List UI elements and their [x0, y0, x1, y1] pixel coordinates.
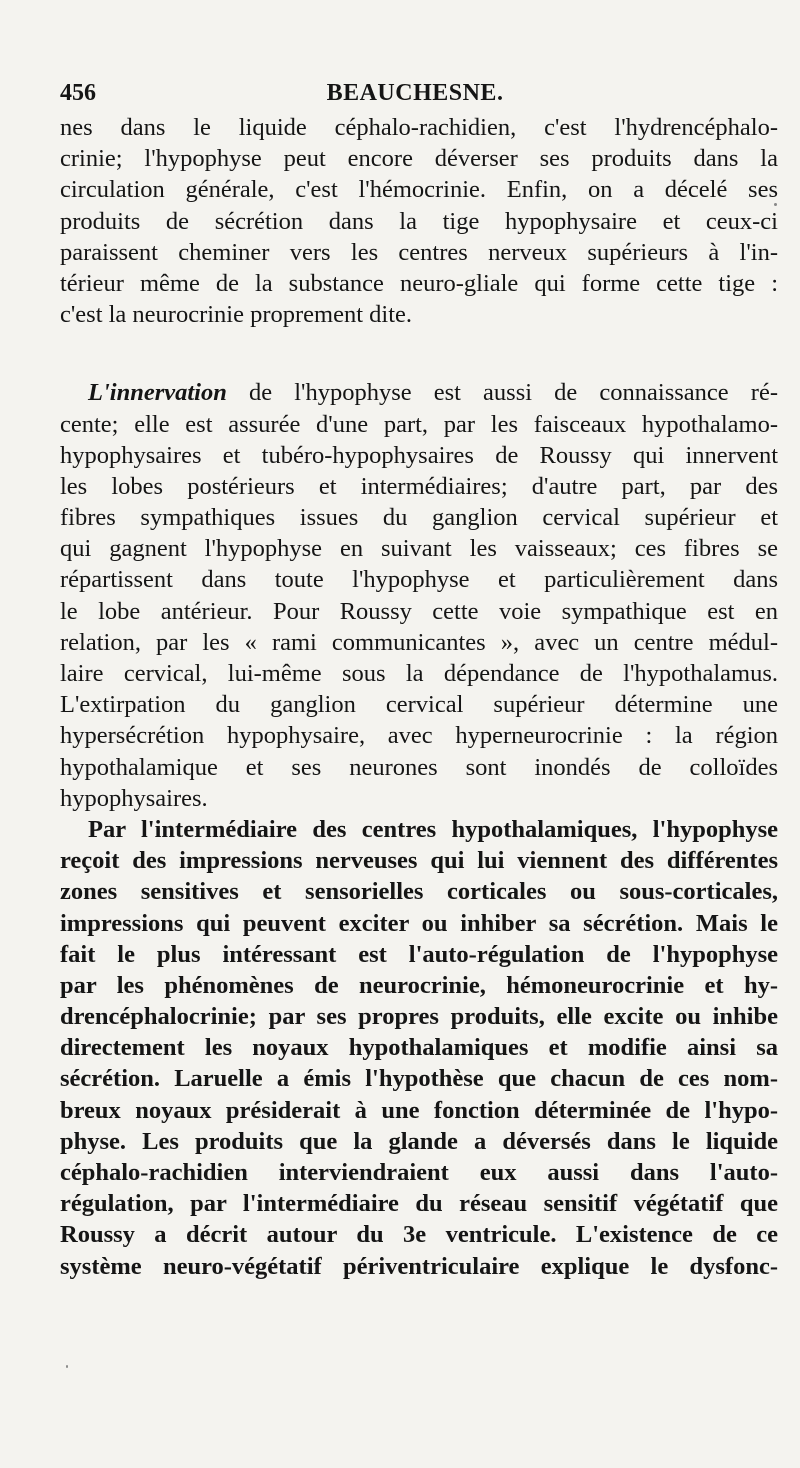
- running-head: BEAUCHESNE.: [326, 80, 504, 106]
- text-line: céphalo-rachidien interviendraient eux aussi dans l'auto-: [60, 1159, 778, 1186]
- text-line: le lobe antérieur. Pour Roussy cette voie sympathique est en: [60, 597, 778, 625]
- paragraph-1: [60, 112, 778, 330]
- paragraph-2: [60, 377, 778, 814]
- text-line: c'est la neurocrinie proprement dite.: [60, 301, 413, 329]
- page-header: [60, 78, 770, 108]
- text-line: qui gagnent l'hypophyse en suivant les vaisseaux; ces fibres se: [60, 535, 778, 563]
- text-line: térieur même de la substance neuro-gliale qui forme cette tige :: [60, 269, 778, 297]
- text-line: fibres sympathiques issues du ganglion cervical supérieur et: [60, 504, 778, 532]
- text-line: directement les noyaux hypothalamiques et modifie ainsi sa: [60, 1034, 778, 1062]
- text-line: circulation générale, c'est l'hémocrinie. Enfin, on a décelé ses: [60, 176, 778, 204]
- text-line: fait le plus intéressant est l'auto-régulation de l'hypophyse: [60, 940, 778, 968]
- text-line: les lobes postérieurs et intermédiaires; d'autre part, par des: [60, 472, 778, 500]
- text-line: laire cervical, lui-même sous la dépendance de l'hypothalamus.: [60, 660, 778, 687]
- text-line: cente; elle est assurée d'une part, par les faisceaux hypothalamo-: [60, 410, 778, 438]
- text-line: hypophysaires.: [60, 784, 208, 812]
- text-line: système neuro-végétatif périventriculaire explique le dysfonc-: [60, 1252, 778, 1280]
- text-line: [60, 377, 778, 408]
- text-line: Roussy a décrit autour du 3e ventricule. L'existence de ce: [60, 1221, 778, 1249]
- text-line: nes dans le liquide céphalo-rachidien, c'est l'hydrencéphalo-: [60, 114, 778, 141]
- text-line: hypophysaires et tubéro-hypophysaires de Roussy qui innervent: [60, 441, 778, 469]
- body-text: [60, 112, 778, 1282]
- text-line: breux noyaux présiderait à une fonction déterminée de l'hypo-: [60, 1096, 778, 1124]
- paragraph-gap: [60, 330, 778, 377]
- text-line: répartissent dans toute l'hypophyse et particulièrement dans: [60, 566, 778, 594]
- page-number: 456: [60, 80, 96, 106]
- innervation-term: L'innervation: [88, 379, 227, 407]
- text-line: crinie; l'hypophyse peut encore déverser ses produits dans la: [60, 145, 778, 173]
- text-line: drencéphalocrinie; par ses propres produits, elle excite ou inhibe: [60, 1003, 778, 1031]
- text-line: physe. Les produits que la glande a déversés dans le liquide: [60, 1127, 778, 1155]
- text-line: paraissent cheminer vers les centres nerveux supérieurs à l'in-: [60, 238, 778, 266]
- text-line: zones sensitives et sensorielles corticales ou sous-corticales,: [60, 878, 778, 906]
- text-line: hypothalamique et ses neurones sont inondés de colloïdes: [60, 753, 778, 781]
- text-line: par les phénomènes de neurocrinie, hémoneurocrinie et hy-: [60, 971, 778, 999]
- text-line: reçoit des impressions nerveuses qui lui viennent des différentes: [60, 847, 778, 875]
- text-line: sécrétion. Laruelle a émis l'hypothèse que chacun de ces nom-: [60, 1065, 778, 1093]
- text-line: relation, par les « rami communicantes », avec un centre médul-: [60, 628, 778, 656]
- text-line: régulation, par l'intermédiaire du réseau sensitif végétatif que: [60, 1190, 778, 1218]
- text-line: hypersécrétion hypophysaire, avec hyperneurocrinie : la région: [60, 722, 778, 750]
- scan-speck: [774, 203, 777, 206]
- text-line: produits de sécrétion dans la tige hypophysaire et ceux-ci: [60, 207, 778, 235]
- text-line: L'extirpation du ganglion cervical supérieur détermine une: [60, 691, 778, 719]
- text-line: Par l'intermédiaire des centres hypothalamiques, l'hypophyse: [88, 815, 778, 843]
- scan-speck: [66, 1365, 68, 1368]
- text-line: impressions qui peuvent exciter ou inhiber sa sécrétion. Mais le: [60, 909, 778, 937]
- first-line-rest: de l'hypophyse est aussi de connaissance ré-: [226, 379, 778, 407]
- paragraph-3: [60, 814, 778, 1282]
